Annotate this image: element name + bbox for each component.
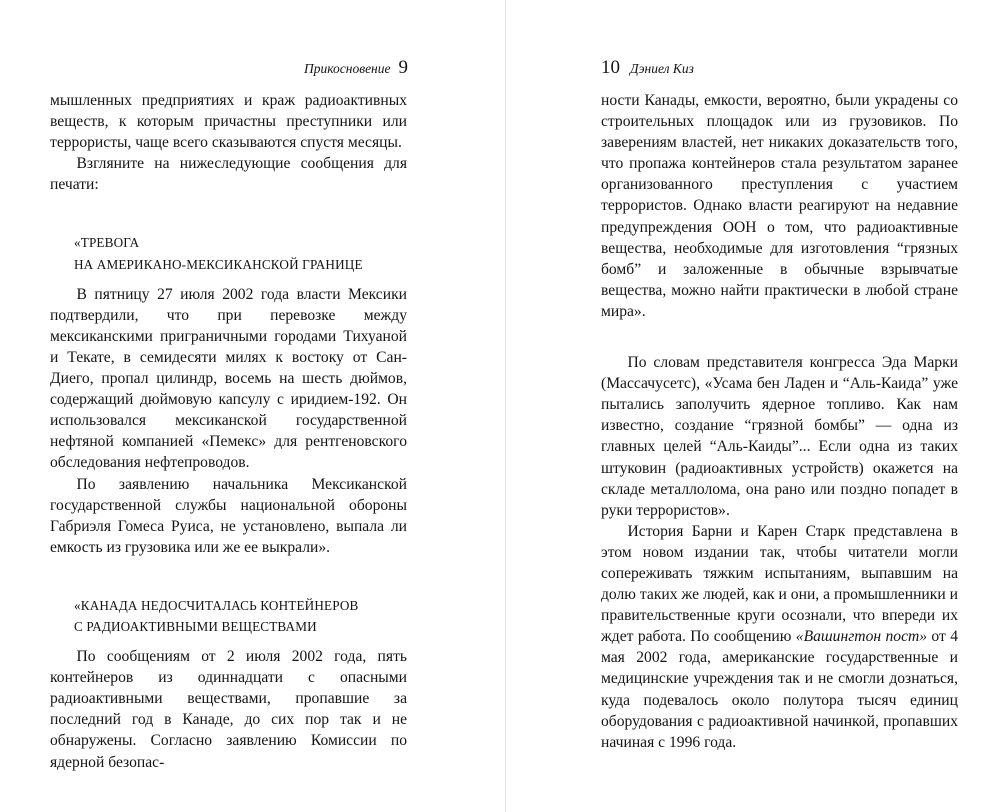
left-running-header [304, 58, 408, 80]
newspaper-title: «Вашингтон пост» [795, 628, 928, 646]
section-heading: «КАНАДА НЕДОСЧИТАЛАСЬ КОНТЕЙНЕРОВ С РАДИОАКТИВНЫМИ ВЕЩЕСТВАМИ [74, 597, 359, 634]
paragraph: По сообщениям от 2 июля 2002 года, пять контейнеров из одиннадцати с опасными радиоактивными веществами, пропавшие за последний год в Канаде, до сих пор так и не обнаружены. Согласно заявлению Комиссии по ядерной безопас- [50, 648, 407, 771]
paragraph: История Барни и Карен Старк представлена в этом новом издании так, чтобы читатели могли сопереживать тяжким испытаниям, выпавшим на долю таких же людей, как и они, а промышленники и правительственные круги осознали, что впереди их ждет работа. По сообщению «Вашингтон пост» от 4 мая 2002 года, американские государственные и медицинские учреждения так и не смогли дознаться, куда подевалось около полутора тысяч единиц оборудования с радиоактивной начинкой, пропавших начиная с 1996 года. [601, 522, 958, 751]
paragraph: По заявлению начальника Мексиканской государственной службы национальной обороны Габриэля Гомеса Руиса, не установлено, выпала ли емкость из грузовика или же ее выкрали». [50, 475, 407, 556]
paragraph: Взгляните на нижеследующие сообщения для печати: [50, 155, 407, 194]
right-running-header [601, 58, 694, 80]
paragraph: ности Канады, емкости, вероятно, были украдены со строительных площадок или из грузовиков. По заверениям властей, нет никаких доказательств того, что пропажа контейнеров стала результатом заранее организованного преступления с участием террористов. Однако власти реагируют на недавние предупреждения ООН о том, что радиоактивные вещества, необходимые для изготовления “грязных бомб” и заложенные в обычные взрывчатые вещества, можно найти практически в любой стране мира». [601, 92, 958, 320]
running-title: Прикосновение [303, 61, 391, 76]
right-text-column [601, 90, 958, 753]
running-title: Дэниел Киз [630, 61, 694, 76]
left-text-column [50, 90, 407, 773]
paragraph: По словам представителя конгресса Эда Марки (Массачусетс), «Усама бен Ладен и “Аль-Каида” уже пытались заполучить ядерное топливо. Как нам известно, создание “грязной бомбы” — одна из главных целей “Аль-Каиды”... Если одна из таких штуковин (радиоактивных устройств) окажется на складе металлолома, она рано или поздно попадет в руки террористов». [601, 354, 958, 519]
right-page [505, 0, 1005, 812]
page-number: 10 [601, 57, 620, 78]
paragraph: В пятницу 27 июля 2002 года власти Мексики подтвердили, что при перевозке между мексиканскими приграничными городами Тихуаной и Текате, в семидесяти милях к востоку от Сан-Диего, пропал цилиндр, восемь на шесть дюймов, содержащий дюймовую капсулу с иридием-192. Он использовался мексиканской государственной нефтяной компанией «Пемекс» для рентгеновского обследования нефтепроводов. [50, 285, 407, 472]
page-number: 9 [398, 57, 408, 78]
section-heading: «ТРЕВОГА НА АМЕРИКАНО-МЕКСИКАНСКОЙ ГРАНИЦЕ [74, 235, 363, 272]
paragraph: мышленных предприятиях и краж радиоактивных веществ, к которым причастны преступники или террористы, чаще всего сказываются спустя месяцы. [50, 92, 407, 152]
